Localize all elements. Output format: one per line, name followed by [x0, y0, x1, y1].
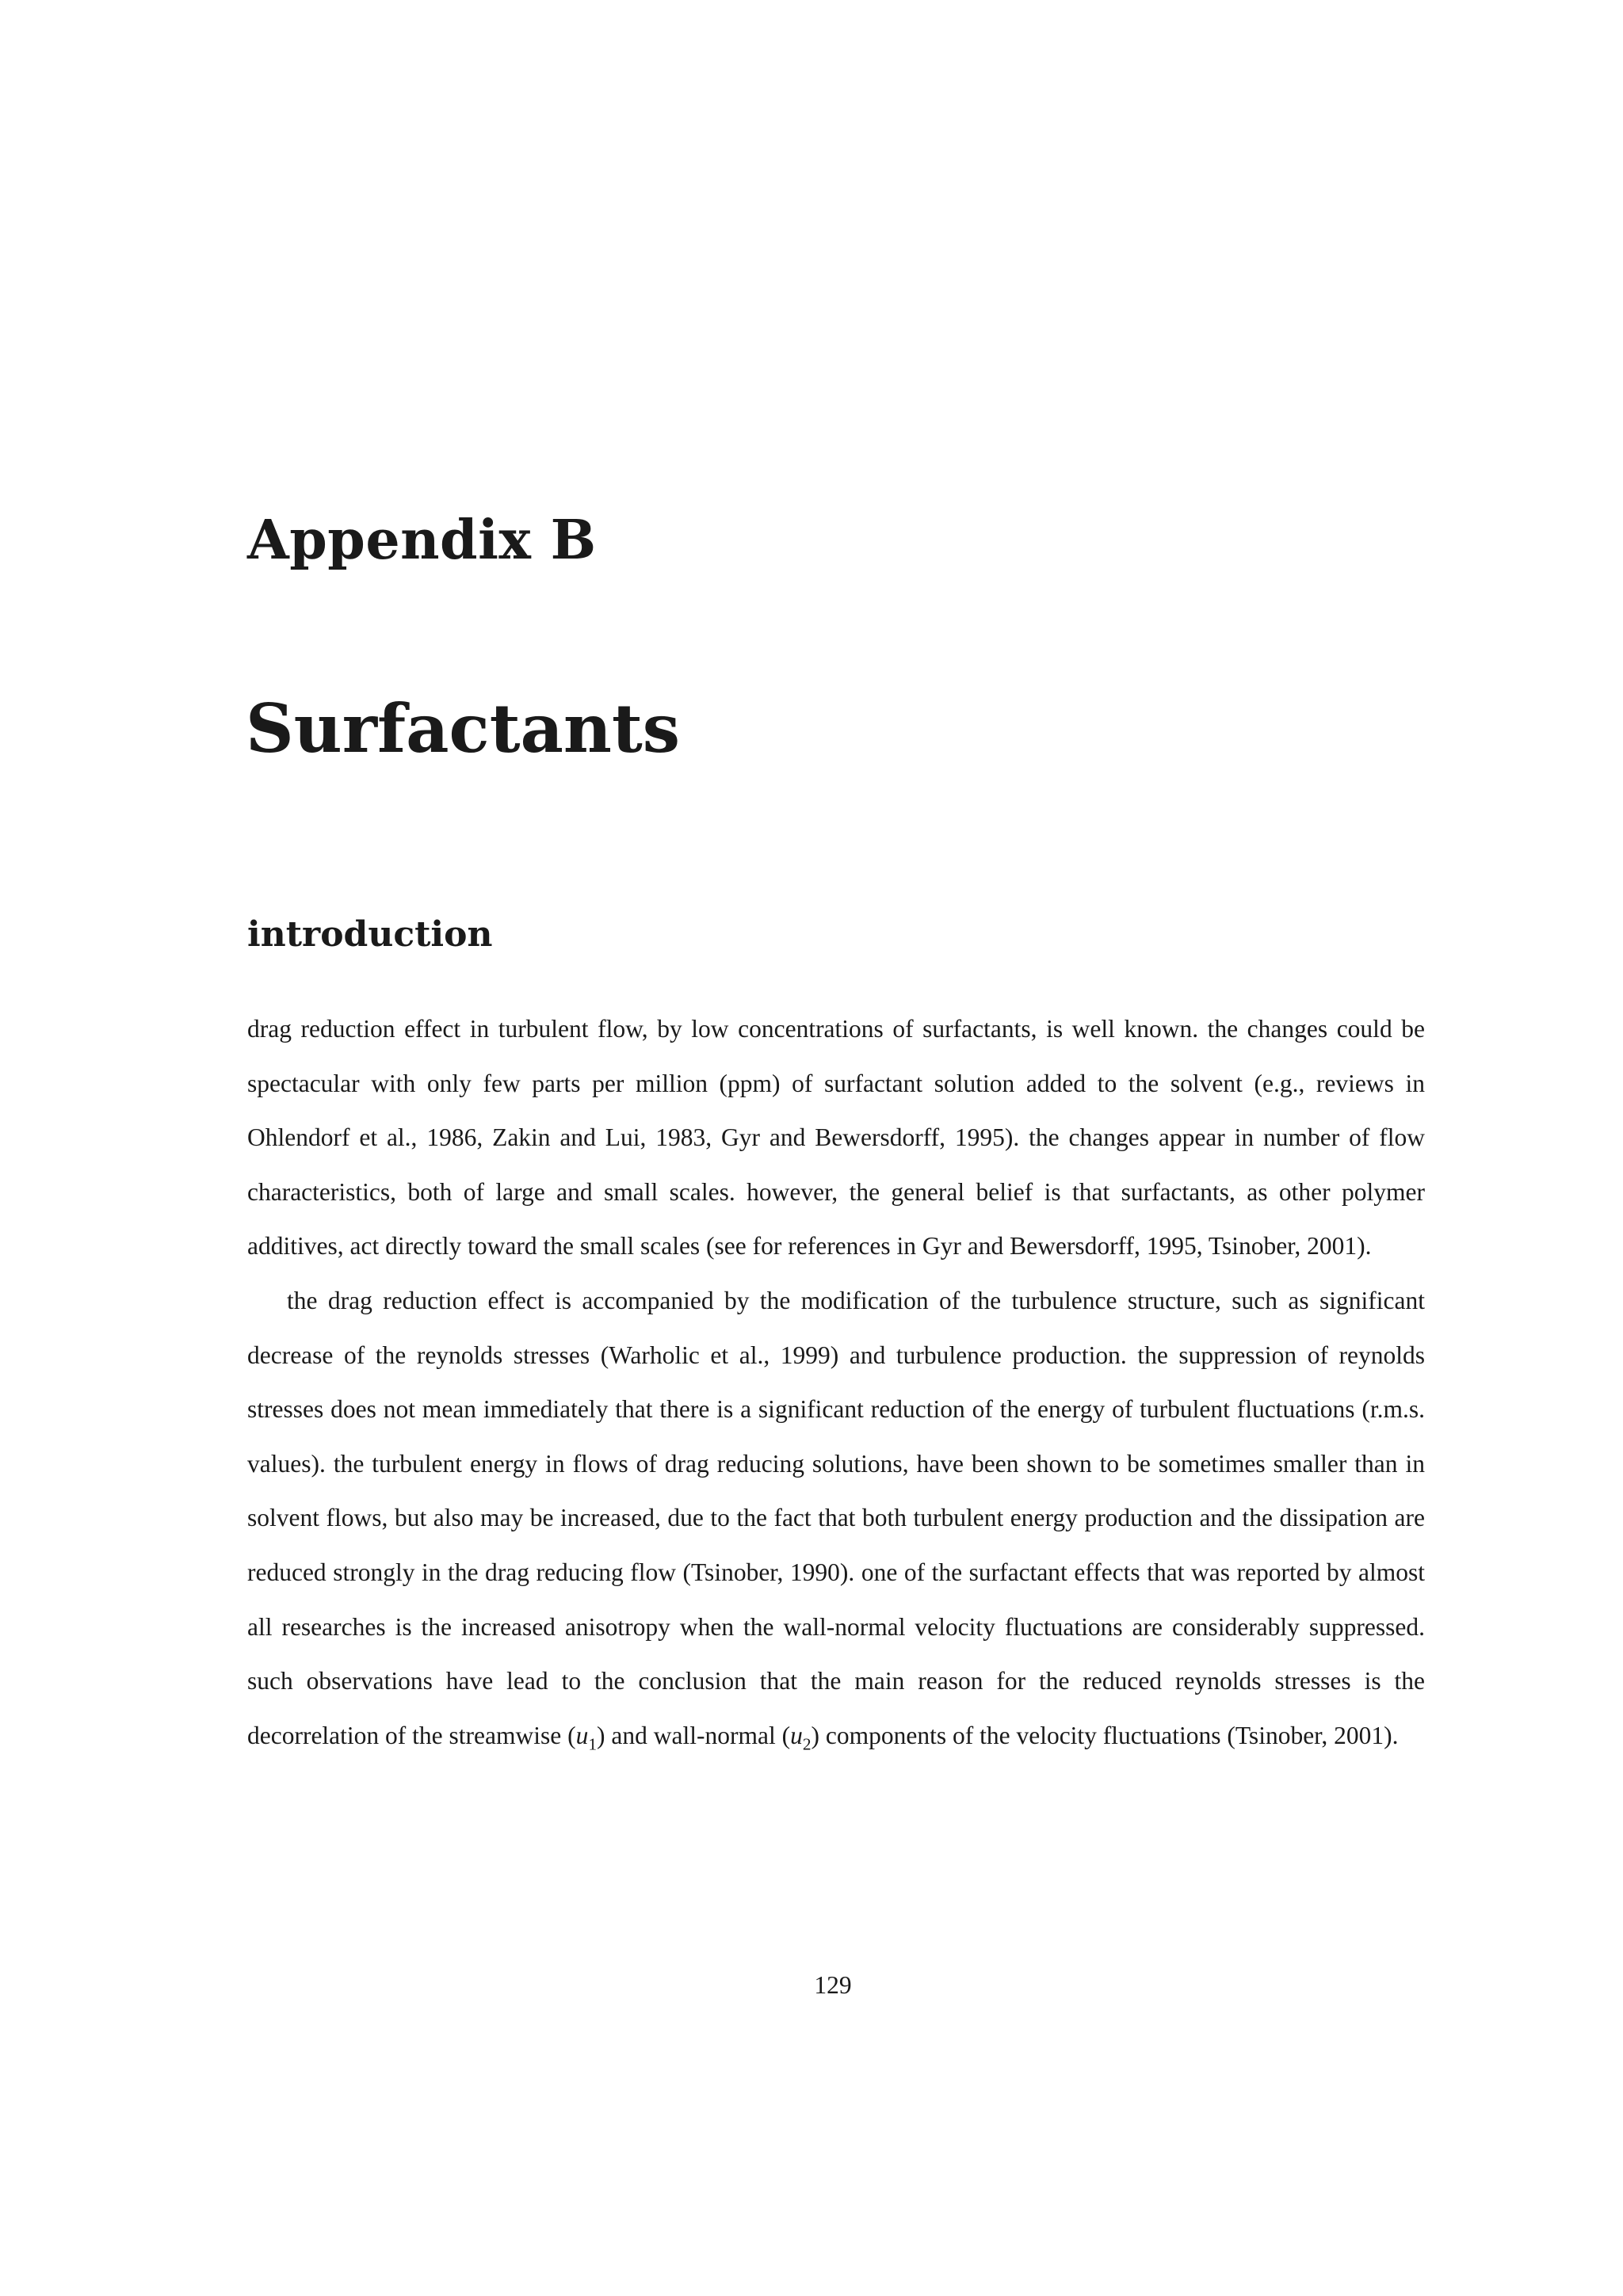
math-u2-variable: u [790, 1721, 803, 1749]
math-u1 [575, 1721, 598, 1754]
paragraph-2 [247, 1274, 1425, 1763]
appendix-label: Appendix B [247, 509, 597, 572]
math-u2 [790, 1721, 812, 1754]
paragraph-2-text-before: the drag reduction effect is accompanied by the modification of the turbulence structure, such as significant decrease of the reynolds stresses (Warholic et al., 1999) and turbulence production. the suppression of reynolds stresses does not mean immediately that there is a significant reduction of the energy of turbulent fluctuations (r.m.s. values). the turbulent energy in flows of drag reducing solutions, have been shown to be sometimes smaller than in solvent flows, but also may be increased, due to the fact that both turbulent energy production and the dissipation are reduced strongly in the drag reducing flow (Tsinober, 1990). one of the surfactant effects that was reported by almost all researches is the increased anisotropy when the wall-normal velocity fluctuations are considerably suppressed. such observations have lead to the conclusion that the main reason for the reduced reynolds stresses is the decorrelation of the streamwise ( [247, 1286, 1425, 1749]
page-number: 129 [814, 1971, 852, 1999]
section-title: introduction [247, 914, 493, 955]
chapter-title: Surfactants [246, 689, 681, 768]
math-u2-subscript: 2 [802, 1734, 812, 1754]
math-u1-variable: u [575, 1721, 589, 1749]
paragraph-1-text: drag reduction effect in turbulent flow, by low concentrations of surfactants, is well known. the changes could be spectacular with only few parts per million (ppm) of surfactant solution added to the solvent (e.g., reviews in Ohlendorf et al., 1986, Zakin and Lui, 1983, Gyr and Bewersdorff, 1995). the changes appear in number of flow characteristics, both of large and small scales. however, the general belief is that surfactants, as other polymer additives, act directly toward the small scales (see for references in Gyr and Bewersdorff, 1995, Tsinober, 2001). [247, 1015, 1425, 1261]
paragraph-1 [247, 1002, 1425, 1274]
body-text [247, 1002, 1425, 1763]
math-u1-subscript: 1 [588, 1734, 598, 1754]
paragraph-2-text-mid: ) and wall-normal ( [597, 1721, 791, 1749]
paragraph-2-text-after: ) components of the velocity fluctuations (Tsinober, 2001). [811, 1721, 1399, 1749]
